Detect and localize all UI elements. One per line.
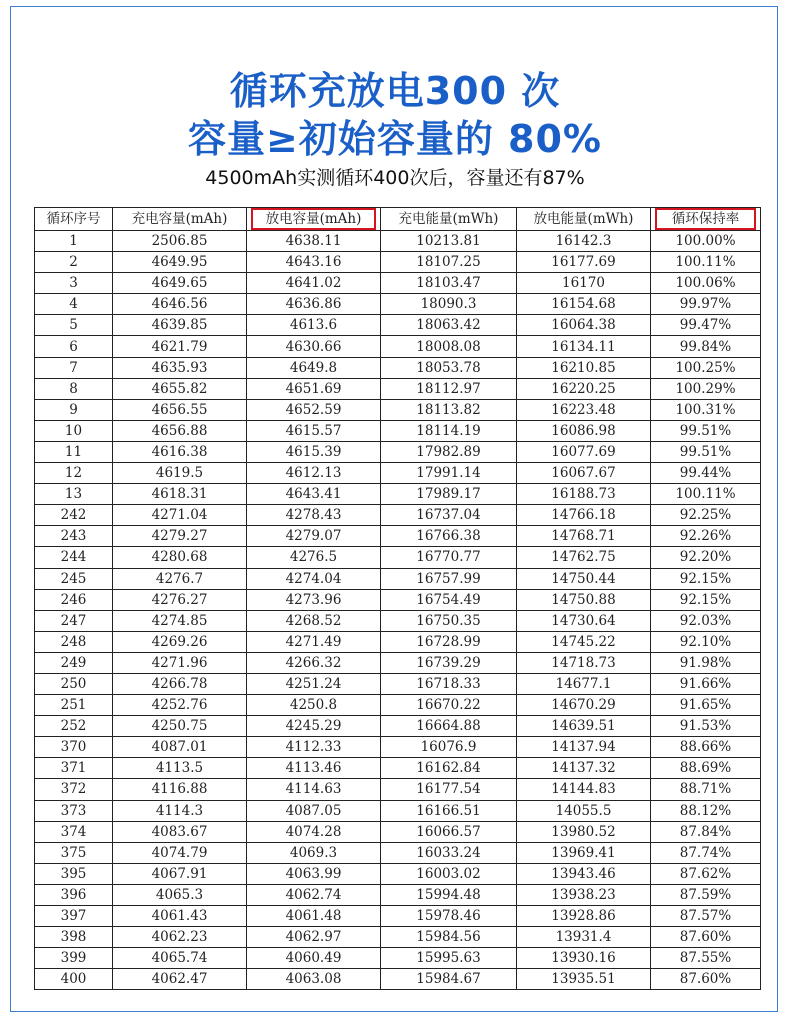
table-row bbox=[35, 547, 761, 568]
cell-discharge-capacity: 4276.5 bbox=[247, 547, 381, 568]
cell-cycle-no: 375 bbox=[35, 842, 113, 863]
table-row bbox=[35, 526, 761, 547]
cell-charge-capacity: 4618.31 bbox=[113, 484, 247, 505]
table-row bbox=[35, 589, 761, 610]
table-body bbox=[35, 231, 761, 990]
cell-retention-rate: 91.66% bbox=[651, 673, 761, 694]
cell-discharge-energy: 14670.29 bbox=[517, 695, 651, 716]
cell-discharge-energy: 14137.94 bbox=[517, 737, 651, 758]
cell-retention-rate: 99.51% bbox=[651, 441, 761, 462]
cell-charge-capacity: 4065.74 bbox=[113, 948, 247, 969]
cell-cycle-no: 370 bbox=[35, 737, 113, 758]
cell-discharge-energy: 13935.51 bbox=[517, 969, 651, 990]
table-row bbox=[35, 336, 761, 357]
cell-discharge-capacity: 4613.6 bbox=[247, 315, 381, 336]
table-row bbox=[35, 252, 761, 273]
cell-retention-rate: 100.00% bbox=[651, 231, 761, 252]
table-row bbox=[35, 231, 761, 252]
cell-charge-energy: 16664.88 bbox=[381, 716, 517, 737]
cell-cycle-no: 2 bbox=[35, 252, 113, 273]
cell-charge-capacity: 4083.67 bbox=[113, 821, 247, 842]
cell-retention-rate: 99.44% bbox=[651, 463, 761, 484]
cell-discharge-capacity: 4069.3 bbox=[247, 842, 381, 863]
cell-charge-capacity: 4062.23 bbox=[113, 927, 247, 948]
header-retention-rate: 循环保持率 bbox=[651, 208, 761, 231]
cell-cycle-no: 10 bbox=[35, 420, 113, 441]
cell-charge-energy: 18103.47 bbox=[381, 273, 517, 294]
cell-discharge-energy: 14137.32 bbox=[517, 758, 651, 779]
cell-discharge-capacity: 4651.69 bbox=[247, 378, 381, 399]
cell-discharge-energy: 16077.69 bbox=[517, 441, 651, 462]
cell-cycle-no: 371 bbox=[35, 758, 113, 779]
cell-discharge-capacity: 4643.16 bbox=[247, 252, 381, 273]
cell-discharge-capacity: 4643.41 bbox=[247, 484, 381, 505]
cell-charge-energy: 16739.29 bbox=[381, 652, 517, 673]
cell-charge-energy: 16670.22 bbox=[381, 695, 517, 716]
cell-discharge-energy: 14055.5 bbox=[517, 800, 651, 821]
table-row bbox=[35, 568, 761, 589]
table-row bbox=[35, 906, 761, 927]
cell-retention-rate: 87.74% bbox=[651, 842, 761, 863]
table-row bbox=[35, 484, 761, 505]
cell-retention-rate: 87.60% bbox=[651, 927, 761, 948]
cell-retention-rate: 91.65% bbox=[651, 695, 761, 716]
cell-discharge-energy: 16154.68 bbox=[517, 294, 651, 315]
cell-charge-energy: 16166.51 bbox=[381, 800, 517, 821]
cell-charge-capacity: 4656.55 bbox=[113, 399, 247, 420]
cell-charge-capacity: 4276.27 bbox=[113, 589, 247, 610]
table-row bbox=[35, 378, 761, 399]
table-row bbox=[35, 969, 761, 990]
cell-discharge-energy: 13930.16 bbox=[517, 948, 651, 969]
cell-cycle-no: 249 bbox=[35, 652, 113, 673]
cell-discharge-capacity: 4278.43 bbox=[247, 505, 381, 526]
table-row bbox=[35, 863, 761, 884]
cell-charge-capacity: 4274.85 bbox=[113, 610, 247, 631]
cell-charge-capacity: 4061.43 bbox=[113, 906, 247, 927]
cell-discharge-energy: 16067.67 bbox=[517, 463, 651, 484]
cell-discharge-capacity: 4615.39 bbox=[247, 441, 381, 462]
cell-cycle-no: 396 bbox=[35, 884, 113, 905]
cell-retention-rate: 91.98% bbox=[651, 652, 761, 673]
header-discharge-capacity: 放电容量(mAh) bbox=[247, 208, 381, 231]
cell-discharge-capacity: 4636.86 bbox=[247, 294, 381, 315]
cell-discharge-energy: 16188.73 bbox=[517, 484, 651, 505]
cell-discharge-capacity: 4652.59 bbox=[247, 399, 381, 420]
cell-retention-rate: 100.11% bbox=[651, 252, 761, 273]
table-row bbox=[35, 821, 761, 842]
cell-charge-energy: 18063.42 bbox=[381, 315, 517, 336]
cell-charge-capacity: 4266.78 bbox=[113, 673, 247, 694]
table-row bbox=[35, 948, 761, 969]
cell-cycle-no: 3 bbox=[35, 273, 113, 294]
cell-retention-rate: 100.29% bbox=[651, 378, 761, 399]
cell-retention-rate: 100.11% bbox=[651, 484, 761, 505]
cell-retention-rate: 99.51% bbox=[651, 420, 761, 441]
cell-discharge-capacity: 4630.66 bbox=[247, 336, 381, 357]
cell-retention-rate: 91.53% bbox=[651, 716, 761, 737]
cell-cycle-no: 7 bbox=[35, 357, 113, 378]
cell-discharge-energy: 13943.46 bbox=[517, 863, 651, 884]
cell-charge-energy: 16033.24 bbox=[381, 842, 517, 863]
cell-discharge-capacity: 4062.74 bbox=[247, 884, 381, 905]
cell-discharge-energy: 16064.38 bbox=[517, 315, 651, 336]
title-line-1: 循环充放电300 次 bbox=[229, 69, 561, 113]
table-row bbox=[35, 652, 761, 673]
cell-discharge-capacity: 4061.48 bbox=[247, 906, 381, 927]
cell-discharge-energy: 14750.44 bbox=[517, 568, 651, 589]
cell-charge-capacity: 4271.96 bbox=[113, 652, 247, 673]
cell-charge-energy: 18112.97 bbox=[381, 378, 517, 399]
cell-retention-rate: 100.06% bbox=[651, 273, 761, 294]
cell-discharge-capacity: 4649.8 bbox=[247, 357, 381, 378]
cell-charge-capacity: 4114.3 bbox=[113, 800, 247, 821]
cell-cycle-no: 244 bbox=[35, 547, 113, 568]
cell-discharge-energy: 13931.4 bbox=[517, 927, 651, 948]
cell-charge-capacity: 4116.88 bbox=[113, 779, 247, 800]
cell-retention-rate: 100.25% bbox=[651, 357, 761, 378]
cell-retention-rate: 87.84% bbox=[651, 821, 761, 842]
cell-discharge-energy: 16220.25 bbox=[517, 378, 651, 399]
cell-cycle-no: 250 bbox=[35, 673, 113, 694]
cell-cycle-no: 395 bbox=[35, 863, 113, 884]
cell-discharge-energy: 14762.75 bbox=[517, 547, 651, 568]
cell-retention-rate: 87.55% bbox=[651, 948, 761, 969]
cell-discharge-capacity: 4271.49 bbox=[247, 631, 381, 652]
cell-charge-capacity: 4250.75 bbox=[113, 716, 247, 737]
cell-discharge-energy: 14730.64 bbox=[517, 610, 651, 631]
cell-retention-rate: 88.12% bbox=[651, 800, 761, 821]
cell-discharge-capacity: 4641.02 bbox=[247, 273, 381, 294]
table-row bbox=[35, 631, 761, 652]
cell-cycle-no: 4 bbox=[35, 294, 113, 315]
cell-discharge-capacity: 4266.32 bbox=[247, 652, 381, 673]
cell-charge-energy: 16177.54 bbox=[381, 779, 517, 800]
cell-retention-rate: 99.97% bbox=[651, 294, 761, 315]
cell-discharge-energy: 14766.18 bbox=[517, 505, 651, 526]
cell-charge-energy: 18008.08 bbox=[381, 336, 517, 357]
cell-cycle-no: 252 bbox=[35, 716, 113, 737]
cell-discharge-energy: 16142.3 bbox=[517, 231, 651, 252]
cell-discharge-capacity: 4063.08 bbox=[247, 969, 381, 990]
cell-charge-energy: 18114.19 bbox=[381, 420, 517, 441]
cell-retention-rate: 88.66% bbox=[651, 737, 761, 758]
cell-charge-capacity: 4646.56 bbox=[113, 294, 247, 315]
cell-charge-capacity: 4635.93 bbox=[113, 357, 247, 378]
cell-charge-capacity: 4062.47 bbox=[113, 969, 247, 990]
cell-charge-capacity: 4074.79 bbox=[113, 842, 247, 863]
cell-discharge-capacity: 4062.97 bbox=[247, 927, 381, 948]
table-row bbox=[35, 273, 761, 294]
cell-charge-capacity: 4655.82 bbox=[113, 378, 247, 399]
cell-discharge-energy: 16223.48 bbox=[517, 399, 651, 420]
header-discharge-energy: 放电能量(mWh) bbox=[517, 208, 651, 231]
table-row bbox=[35, 673, 761, 694]
cell-discharge-capacity: 4113.46 bbox=[247, 758, 381, 779]
cell-discharge-capacity: 4087.05 bbox=[247, 800, 381, 821]
cell-charge-energy: 16003.02 bbox=[381, 863, 517, 884]
cell-discharge-energy: 16134.11 bbox=[517, 336, 651, 357]
cell-charge-capacity: 4271.04 bbox=[113, 505, 247, 526]
cell-discharge-capacity: 4114.63 bbox=[247, 779, 381, 800]
cell-discharge-energy: 13980.52 bbox=[517, 821, 651, 842]
cell-charge-energy: 15984.67 bbox=[381, 969, 517, 990]
table-row bbox=[35, 737, 761, 758]
cell-discharge-energy: 13928.86 bbox=[517, 906, 651, 927]
cell-cycle-no: 397 bbox=[35, 906, 113, 927]
cell-discharge-energy: 14639.51 bbox=[517, 716, 651, 737]
cell-charge-energy: 16754.49 bbox=[381, 589, 517, 610]
header-cycle-no: 循环序号 bbox=[35, 208, 113, 231]
cell-retention-rate: 92.26% bbox=[651, 526, 761, 547]
header-charge-capacity: 充电容量(mAh) bbox=[113, 208, 247, 231]
cell-charge-capacity: 2506.85 bbox=[113, 231, 247, 252]
table-row bbox=[35, 927, 761, 948]
cell-cycle-no: 242 bbox=[35, 505, 113, 526]
cell-retention-rate: 92.15% bbox=[651, 589, 761, 610]
cell-charge-capacity: 4639.85 bbox=[113, 315, 247, 336]
cell-charge-energy: 16757.99 bbox=[381, 568, 517, 589]
cell-retention-rate: 87.59% bbox=[651, 884, 761, 905]
cell-charge-energy: 17982.89 bbox=[381, 441, 517, 462]
cell-cycle-no: 399 bbox=[35, 948, 113, 969]
cell-discharge-capacity: 4074.28 bbox=[247, 821, 381, 842]
cell-charge-energy: 16766.38 bbox=[381, 526, 517, 547]
title-line-2: 容量≥初始容量的 80% bbox=[187, 117, 603, 161]
cell-retention-rate: 92.20% bbox=[651, 547, 761, 568]
cell-cycle-no: 398 bbox=[35, 927, 113, 948]
cell-cycle-no: 9 bbox=[35, 399, 113, 420]
cell-discharge-capacity: 4251.24 bbox=[247, 673, 381, 694]
cell-charge-energy: 15978.46 bbox=[381, 906, 517, 927]
cell-retention-rate: 88.69% bbox=[651, 758, 761, 779]
cell-charge-energy: 16162.84 bbox=[381, 758, 517, 779]
table-row bbox=[35, 420, 761, 441]
table-row bbox=[35, 716, 761, 737]
cell-charge-capacity: 4280.68 bbox=[113, 547, 247, 568]
cell-cycle-no: 374 bbox=[35, 821, 113, 842]
cell-charge-capacity: 4621.79 bbox=[113, 336, 247, 357]
cell-discharge-energy: 13969.41 bbox=[517, 842, 651, 863]
table-row bbox=[35, 779, 761, 800]
cell-charge-capacity: 4619.5 bbox=[113, 463, 247, 484]
cell-cycle-no: 12 bbox=[35, 463, 113, 484]
table-row bbox=[35, 357, 761, 378]
cell-discharge-energy: 14745.22 bbox=[517, 631, 651, 652]
cell-retention-rate: 99.84% bbox=[651, 336, 761, 357]
cell-charge-capacity: 4279.27 bbox=[113, 526, 247, 547]
table-row bbox=[35, 800, 761, 821]
cell-discharge-capacity: 4250.8 bbox=[247, 695, 381, 716]
cell-charge-capacity: 4276.7 bbox=[113, 568, 247, 589]
cell-charge-energy: 10213.81 bbox=[381, 231, 517, 252]
table-row bbox=[35, 884, 761, 905]
cell-discharge-capacity: 4112.33 bbox=[247, 737, 381, 758]
cell-retention-rate: 87.62% bbox=[651, 863, 761, 884]
cell-discharge-energy: 16177.69 bbox=[517, 252, 651, 273]
cell-charge-capacity: 4065.3 bbox=[113, 884, 247, 905]
cell-discharge-capacity: 4245.29 bbox=[247, 716, 381, 737]
cycle-data-table bbox=[34, 207, 761, 990]
cell-charge-energy: 15994.48 bbox=[381, 884, 517, 905]
cell-charge-energy: 16718.33 bbox=[381, 673, 517, 694]
cell-cycle-no: 6 bbox=[35, 336, 113, 357]
cell-retention-rate: 92.10% bbox=[651, 631, 761, 652]
cell-cycle-no: 248 bbox=[35, 631, 113, 652]
cell-discharge-energy: 14750.88 bbox=[517, 589, 651, 610]
cell-cycle-no: 8 bbox=[35, 378, 113, 399]
cell-cycle-no: 246 bbox=[35, 589, 113, 610]
cell-charge-capacity: 4087.01 bbox=[113, 737, 247, 758]
cell-discharge-energy: 14677.1 bbox=[517, 673, 651, 694]
table-row bbox=[35, 399, 761, 420]
cell-charge-energy: 16770.77 bbox=[381, 547, 517, 568]
cell-cycle-no: 1 bbox=[35, 231, 113, 252]
cell-discharge-capacity: 4063.99 bbox=[247, 863, 381, 884]
cell-charge-energy: 18090.3 bbox=[381, 294, 517, 315]
cell-discharge-capacity: 4268.52 bbox=[247, 610, 381, 631]
cell-retention-rate: 92.25% bbox=[651, 505, 761, 526]
cell-cycle-no: 243 bbox=[35, 526, 113, 547]
cell-cycle-no: 13 bbox=[35, 484, 113, 505]
cell-discharge-capacity: 4612.13 bbox=[247, 463, 381, 484]
header-charge-energy: 充电能量(mWh) bbox=[381, 208, 517, 231]
cell-charge-capacity: 4269.26 bbox=[113, 631, 247, 652]
cell-cycle-no: 251 bbox=[35, 695, 113, 716]
cell-charge-energy: 15995.63 bbox=[381, 948, 517, 969]
table-header-row bbox=[35, 208, 761, 231]
cell-retention-rate: 99.47% bbox=[651, 315, 761, 336]
cell-charge-energy: 17991.14 bbox=[381, 463, 517, 484]
cell-discharge-energy: 14718.73 bbox=[517, 652, 651, 673]
table-row bbox=[35, 758, 761, 779]
cell-charge-capacity: 4656.88 bbox=[113, 420, 247, 441]
cell-charge-capacity: 4067.91 bbox=[113, 863, 247, 884]
cell-discharge-capacity: 4273.96 bbox=[247, 589, 381, 610]
cell-retention-rate: 92.15% bbox=[651, 568, 761, 589]
cell-cycle-no: 372 bbox=[35, 779, 113, 800]
cell-charge-capacity: 4649.65 bbox=[113, 273, 247, 294]
cell-charge-energy: 16066.57 bbox=[381, 821, 517, 842]
subtitle: 4500mAh实测循环400次后，容量还有87% bbox=[205, 167, 585, 189]
cell-charge-energy: 15984.56 bbox=[381, 927, 517, 948]
cell-charge-energy: 18107.25 bbox=[381, 252, 517, 273]
cell-cycle-no: 373 bbox=[35, 800, 113, 821]
table-row bbox=[35, 463, 761, 484]
cell-charge-capacity: 4252.76 bbox=[113, 695, 247, 716]
cell-charge-energy: 17989.17 bbox=[381, 484, 517, 505]
cell-cycle-no: 400 bbox=[35, 969, 113, 990]
cell-charge-energy: 18053.78 bbox=[381, 357, 517, 378]
table-row bbox=[35, 610, 761, 631]
cell-discharge-energy: 14144.83 bbox=[517, 779, 651, 800]
cell-discharge-energy: 13938.23 bbox=[517, 884, 651, 905]
cell-retention-rate: 92.03% bbox=[651, 610, 761, 631]
cell-charge-energy: 18113.82 bbox=[381, 399, 517, 420]
table-row bbox=[35, 294, 761, 315]
table-row bbox=[35, 505, 761, 526]
cell-charge-energy: 16076.9 bbox=[381, 737, 517, 758]
cell-charge-capacity: 4113.5 bbox=[113, 758, 247, 779]
cell-charge-capacity: 4616.38 bbox=[113, 441, 247, 462]
cell-retention-rate: 87.57% bbox=[651, 906, 761, 927]
cell-charge-capacity: 4649.95 bbox=[113, 252, 247, 273]
cell-retention-rate: 88.71% bbox=[651, 779, 761, 800]
cell-cycle-no: 245 bbox=[35, 568, 113, 589]
table-row bbox=[35, 695, 761, 716]
cell-discharge-energy: 14768.71 bbox=[517, 526, 651, 547]
cell-discharge-capacity: 4279.07 bbox=[247, 526, 381, 547]
cell-discharge-capacity: 4060.49 bbox=[247, 948, 381, 969]
cell-charge-energy: 16737.04 bbox=[381, 505, 517, 526]
cell-discharge-energy: 16170 bbox=[517, 273, 651, 294]
cell-discharge-energy: 16086.98 bbox=[517, 420, 651, 441]
cell-cycle-no: 11 bbox=[35, 441, 113, 462]
cell-cycle-no: 5 bbox=[35, 315, 113, 336]
cell-discharge-capacity: 4638.11 bbox=[247, 231, 381, 252]
table-row bbox=[35, 842, 761, 863]
cell-retention-rate: 100.31% bbox=[651, 399, 761, 420]
cell-discharge-capacity: 4615.57 bbox=[247, 420, 381, 441]
cell-retention-rate: 87.60% bbox=[651, 969, 761, 990]
table-row bbox=[35, 441, 761, 462]
cell-discharge-energy: 16210.85 bbox=[517, 357, 651, 378]
cell-cycle-no: 247 bbox=[35, 610, 113, 631]
cell-charge-energy: 16728.99 bbox=[381, 631, 517, 652]
cell-charge-energy: 16750.35 bbox=[381, 610, 517, 631]
cell-discharge-capacity: 4274.04 bbox=[247, 568, 381, 589]
table-row bbox=[35, 315, 761, 336]
